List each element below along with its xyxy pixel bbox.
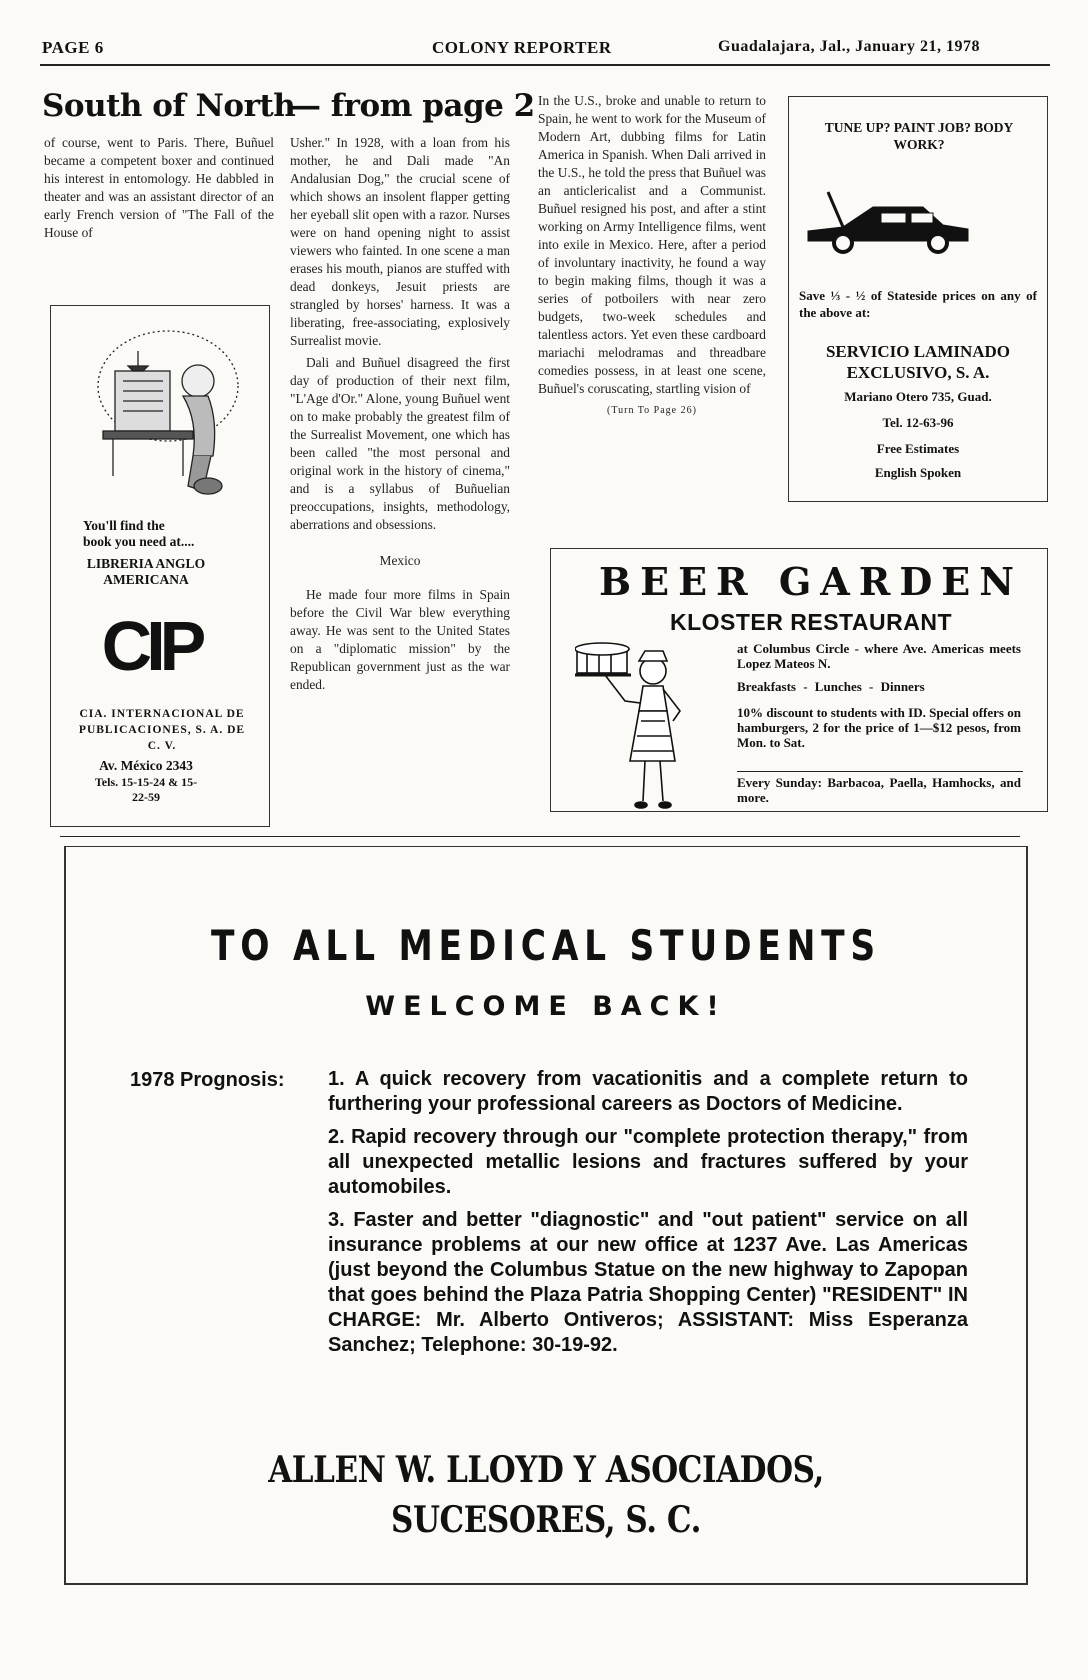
- medical-students-ad: [64, 846, 1028, 1585]
- headline-right: — from page 2: [290, 88, 535, 124]
- bookstore-line-1: You'll find the: [83, 518, 165, 533]
- headline-left: South of North: [42, 88, 296, 124]
- beer-meals: Breakfasts - Lunches - Dinners: [737, 679, 925, 694]
- auto-estimates: Free Estimates: [876, 441, 960, 456]
- article-column-2: [290, 134, 510, 698]
- auto-shop-name: SERVICIO LAMINADO EXCLUSIVO, S. A.: [825, 342, 1011, 382]
- publisher-phones: Tels. 15-15-24 & 15-22-59: [94, 775, 198, 804]
- beer-garden-title: BEER GARDEN: [598, 559, 1024, 604]
- firm-name-line-2: SUCESORES, S. C.: [391, 1499, 701, 1541]
- column-2-paragraph-2: Dali and Buñuel disagreed the first day of production of their next film, "L'Age d'Or." Alone, young Buñuel went on to make probably the greatest film of the Surrealist Movement, one which has been called "the most personal and original work in the history of cinema," and is a syllabus of Buñuelian preoccupations, insights, methodology, aberrations and obsessions.: [290, 355, 510, 532]
- beer-offers: 10% discount to students with ID. Special offers on hamburgers, 2 for the price of 1—$12 pesos, from Mon. to Sat.: [737, 705, 1021, 750]
- beer-divider: [737, 771, 1023, 772]
- bookstore-line-2: book you need at....: [83, 534, 195, 549]
- medical-subtitle: WELCOME BACK!: [365, 991, 727, 1022]
- restaurant-name: KLOSTER RESTAURANT: [669, 609, 952, 635]
- header-rule: [40, 64, 1050, 66]
- page-number: PAGE 6: [42, 38, 104, 57]
- auto-offer: Save ⅓ - ½ of Stateside prices on any of the above at:: [799, 288, 1037, 320]
- auto-headline: TUNE UP? PAINT JOB? BODY WORK?: [824, 120, 1014, 152]
- auto-phone: Tel. 12-63-96: [882, 415, 954, 430]
- prognosis-label: 1978 Prognosis:: [130, 1069, 285, 1091]
- publisher-address: Av. México 2343: [99, 758, 193, 773]
- auto-address: Mariano Otero 735, Guad.: [844, 389, 992, 404]
- waitress-illustration-icon: [575, 641, 705, 821]
- column-1-text: of course, went to Paris. There, Buñuel became a competent boxer and continued his interest in entomology. He dabbled in theater and was an assistant director of an early French version of "The Fall of the House of: [44, 135, 274, 240]
- section-rule: [60, 836, 1020, 837]
- prognosis-item-2: 2. Rapid recovery through our "complete protection therapy," from all unexpected metallic lesions and fractures suffered by your automobiles.: [328, 1126, 968, 1198]
- firm-name-line-1: ALLEN W. LLOYD Y ASOCIADOS,: [268, 1449, 824, 1491]
- reader-illustration-icon: [93, 326, 243, 501]
- column-3-text: In the U.S., broke and unable to return to Spain, he went to work for the Museum of Modern Art, dubbing films for Latin America in Spanish. When Dali arrived in the U.S., he told the press that Buñuel was an anticlericalist and a Communist. Buñuel resigned his post, and after a stint working on Army Intelligence films, went into exile in Mexico. Here, after a period of involuntary inactivity, he found a way to begin making films, though it was a series of potboilers with near zero budgets, two-week schedules and talentless actors. Yet even these cardboard mariachi melodramas and threadbare comedies possess, in at least one scene, Buñuel's coruscating, startling vision of: [538, 93, 766, 396]
- publisher-name: CIA. INTERNACIONAL DE PUBLICACIONES, S. A. DE C. V.: [78, 708, 246, 752]
- cip-logo: CIP: [101, 607, 201, 685]
- column-2-paragraph-1: Usher." In 1928, with a loan from his mother, he and Dali made "An Andalusian Dog," the crucial scene of which shows an insolent flapper getting her eyeball slit open with a razor. Nurses were on hand opening night to assist viewers who fainted. In one scene a man erases his mouth, pianos are stuffed with dead donkeys, Jesuit priests are strangled by horses' harness. It was a liberating, free-associating, explosively Surrealist movie.: [290, 135, 510, 348]
- auto-english: English Spoken: [874, 465, 962, 480]
- medical-title: TO ALL MEDICAL STUDENTS: [211, 921, 881, 970]
- bookstore-name: LIBRERIA ANGLO AMERICANA: [86, 556, 206, 587]
- article-column-3: [538, 92, 766, 424]
- dateline: Guadalajara, Jal., January 21, 1978: [718, 38, 980, 55]
- auto-shop-ad: [788, 96, 1048, 502]
- car-icon: [803, 189, 973, 259]
- beer-garden-ad: [550, 548, 1048, 812]
- prognosis-item-3: 3. Faster and better "diagnostic" and "out patient" service on all insurance problems at our new office at 1237 Ave. Las Americas (just beyond the Columbus Statue on the new highway to Zapopan that goes behind the Plaza Patria Shopping Center) "RESIDENT" IN CHARGE: Mr. Alberto Ontiveros; ASSISTANT: Miss Esperanza Sanchez; Telephone: 30-19-92.: [328, 1209, 968, 1356]
- column-2-subhead: Mexico: [379, 553, 421, 568]
- prognosis-item-1: 1. A quick recovery from vacationitis and a complete return to furthering your professional careers as Doctors of Medicine.: [328, 1068, 968, 1115]
- turn-to-page: (Turn To Page 26): [607, 405, 697, 416]
- beer-location: at Columbus Circle - where Ave. Americas meets Lopez Mateos N.: [737, 641, 1021, 671]
- paper-name: COLONY REPORTER: [432, 38, 612, 57]
- beer-sunday: Every Sunday: Barbacoa, Paella, Hamhocks, and more.: [737, 775, 1021, 805]
- bookstore-ad: [50, 305, 270, 827]
- article-column-1: [44, 134, 274, 246]
- column-2-paragraph-3: He made four more films in Spain before the Civil War blew everything away. He was sent to the United States on a "diplomatic mission" by the Republican government just as the war ended.: [290, 587, 510, 692]
